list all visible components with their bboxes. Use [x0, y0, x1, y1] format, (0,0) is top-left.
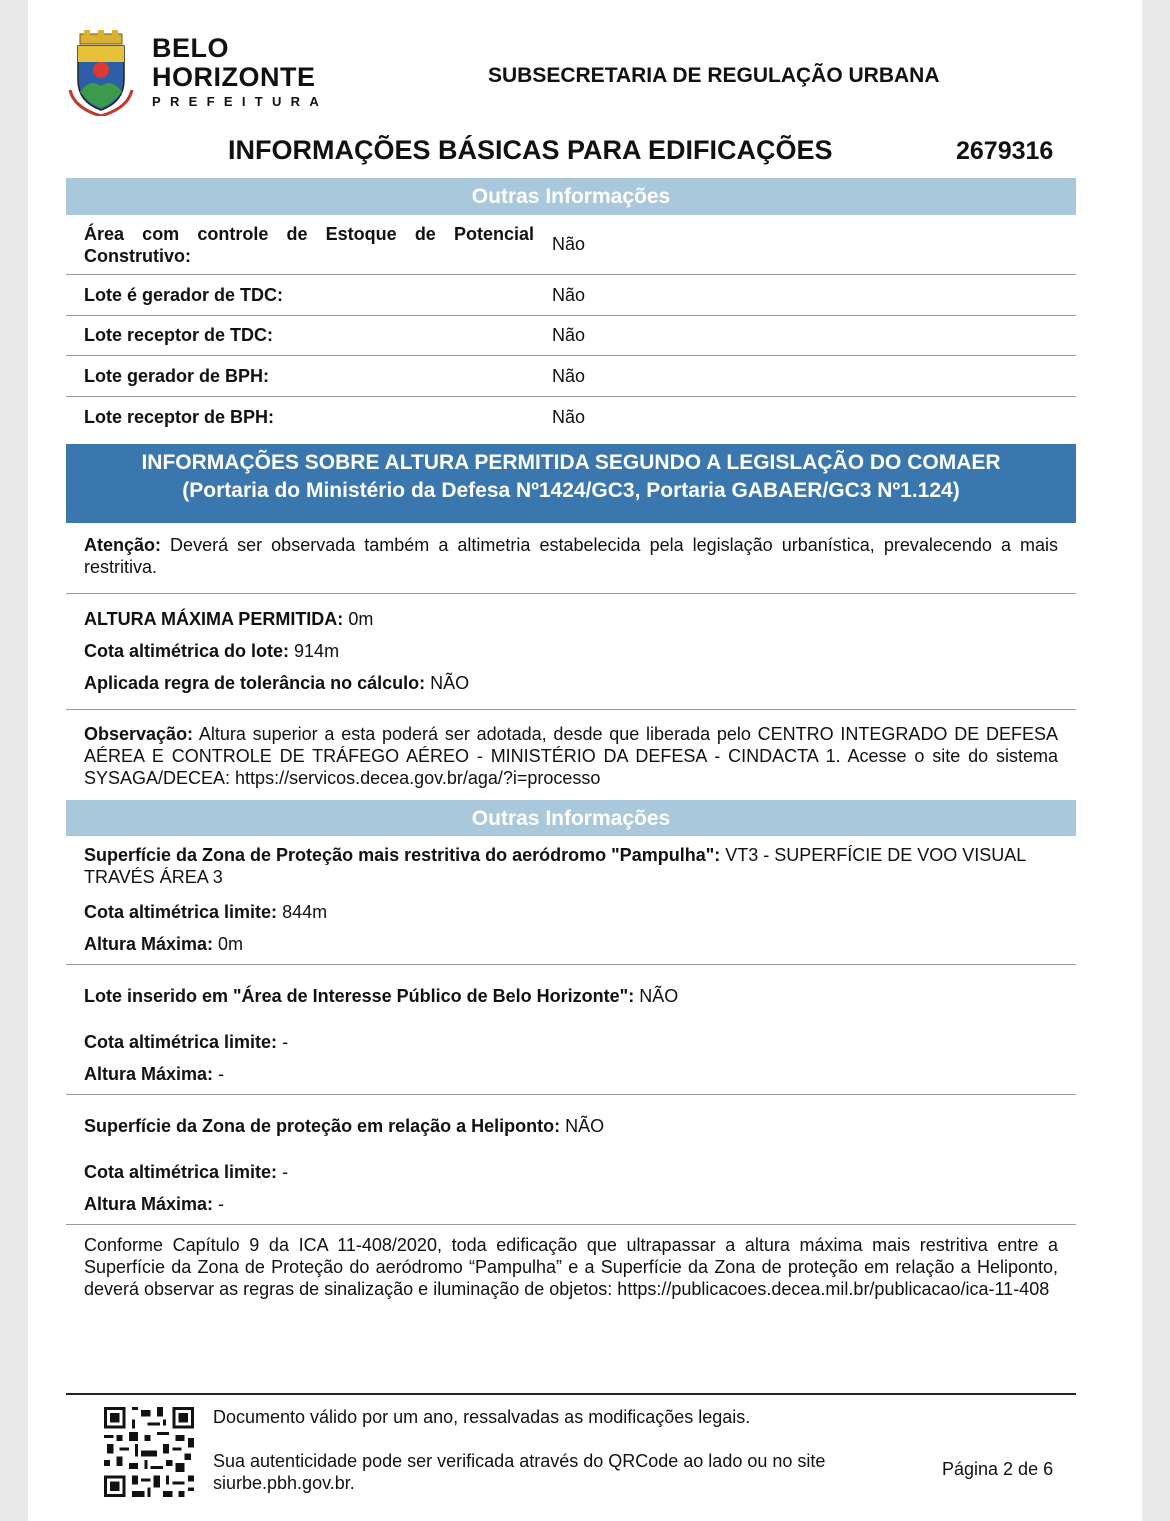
belo-horizonte-coat-of-arms-icon	[68, 30, 134, 116]
aerodrome-cota-label: Cota altimétrica limite:	[84, 902, 278, 922]
lot-elevation-label: Cota altimétrica do lote:	[84, 641, 290, 661]
info-value: Não	[552, 325, 586, 345]
heliport-cota-label: Cota altimétrica limite:	[84, 1162, 278, 1182]
observation-text: Altura superior a esta poderá ser adotada, desde que liberada pelo CENTRO INTEGRADO DE DEFESA AÉREA E CONTROLE DE TRÁFEGO AÉREO - MINISTÉRIO DA DEFESA - CINDACTA 1. Acesse o site do sistema SYSAGA/DECEA: https://servicos.decea.gov.br/aga/?i=processo	[84, 724, 1058, 788]
info-row	[66, 356, 1076, 397]
aerodrome-cota-value: 844m	[277, 902, 328, 922]
public-interest-area	[66, 965, 1076, 1095]
section-header: Outras Informações	[66, 800, 1076, 836]
info-label: Lote gerador de BPH:	[84, 365, 270, 386]
height-details	[66, 594, 1076, 710]
qr-code-icon	[104, 1407, 194, 1497]
aerodrome-line	[84, 844, 1058, 888]
max-height-line	[84, 603, 1058, 635]
max-height-value: 0m	[343, 609, 374, 629]
lot-elevation-value: 914m	[289, 641, 340, 661]
authenticity-line-2: siurbe.pbh.gov.br.	[213, 1473, 355, 1493]
heliport-alt-value: -	[213, 1194, 225, 1214]
aip-alt-value: -	[213, 1064, 225, 1084]
info-value: Não	[552, 407, 586, 427]
aerodrome-alt-line	[84, 933, 1058, 955]
tolerance-line	[84, 667, 1058, 699]
info-label: Área com controle de Estoque de Potencial Construtivo:	[84, 223, 534, 266]
info-value: Não	[552, 365, 586, 386]
page-number: Página 2 de 6	[942, 1459, 1054, 1479]
department-name: SUBSECRETARIA DE REGULAÇÃO URBANA	[488, 64, 940, 87]
attention-label: Atenção:	[84, 535, 162, 555]
heliport-value: NÃO	[560, 1116, 605, 1136]
aip-cota-value: -	[277, 1032, 289, 1052]
authenticity-line-1: Sua autenticidade pode ser verificada através do QRCode ao lado ou no site	[213, 1451, 826, 1471]
section-other-info-2	[66, 800, 1076, 1300]
heliport-alt-line	[84, 1193, 1058, 1215]
lot-elevation-line	[84, 635, 1058, 667]
attention-note	[66, 523, 1076, 594]
info-value: Não	[552, 234, 586, 254]
aerodrome-alt-label: Altura Máxima:	[84, 934, 214, 954]
comaer-title-line-1: INFORMAÇÕES SOBRE ALTURA PERMITIDA SEGUNDO A LEGISLAÇÃO DO COMAER	[141, 451, 1001, 474]
heliport-label: Superfície da Zona de proteção em relação a Heliponto:	[84, 1116, 561, 1136]
tolerance-label: Aplicada regra de tolerância no cálculo:	[84, 673, 426, 693]
info-label: Lote receptor de BPH:	[84, 407, 275, 427]
observation-label: Observação:	[84, 724, 194, 744]
brand-wordmark	[152, 34, 328, 109]
aip-line	[84, 985, 1058, 1007]
info-row	[66, 397, 1076, 438]
heliport-zone	[66, 1095, 1076, 1225]
info-row	[66, 215, 1076, 275]
aerodrome-cota-line	[84, 901, 1058, 923]
heliport-line	[84, 1115, 1058, 1137]
tolerance-value: NÃO	[425, 673, 470, 693]
authenticity-note	[213, 1450, 825, 1494]
section-header: Outras Informações	[66, 178, 1076, 215]
section-other-info-1	[66, 178, 1076, 438]
aerodrome-label: Superfície da Zona de Proteção mais restritiva do aeródromo "Pampulha":	[84, 845, 721, 865]
aip-label: Lote inserido em "Área de Interesse Público de Belo Horizonte":	[84, 986, 635, 1006]
aerodrome-zone	[66, 836, 1076, 965]
comaer-title-line-2: (Portaria do Ministério da Defesa Nº1424/GC3, Portaria GABAER/GC3 Nº1.124)	[182, 479, 960, 502]
document-page	[28, 0, 1142, 1521]
document-number: 2679316	[956, 137, 1054, 165]
comaer-header	[66, 444, 1076, 523]
aip-value: NÃO	[634, 986, 679, 1006]
info-value: Não	[552, 284, 586, 305]
heliport-alt-label: Altura Máxima:	[84, 1194, 214, 1214]
heliport-cota-line	[84, 1161, 1058, 1183]
aip-alt-label: Altura Máxima:	[84, 1064, 214, 1084]
info-row	[66, 316, 1076, 356]
max-height-label: ALTURA MÁXIMA PERMITIDA:	[84, 609, 344, 629]
aip-cota-line	[84, 1031, 1058, 1053]
ica-note: Conforme Capítulo 9 da ICA 11-408/2020, toda edificação que ultrapassar a altura máxima mais restritiva entre a Superfície da Zona de Proteção do aeródromo “Pampulha” e a Superfície da Zona de proteção em relação a Heliponto, deverá observar as regras de sinalização e iluminação de objetos: https://publicacoes.decea.mil.br/publicacao/ica-11-408	[84, 1235, 1058, 1299]
aip-cota-label: Cota altimétrica limite:	[84, 1032, 278, 1052]
comaer-section	[66, 444, 1076, 808]
document-title: INFORMAÇÕES BÁSICAS PARA EDIFICAÇÕES	[228, 135, 833, 165]
footer-divider	[66, 1393, 1076, 1395]
attention-text: Deverá ser observada também a altimetria estabelecida pela legislação urbanística, prevalecendo a mais restritiva.	[84, 535, 1058, 577]
info-row	[66, 275, 1076, 316]
aerodrome-value: VT3 - SUPERFÍCIE DE VOO VISUAL TRAVÉS ÁREA 3	[84, 845, 1026, 887]
aip-alt-line	[84, 1063, 1058, 1085]
heliport-cota-value: -	[277, 1162, 289, 1182]
aerodrome-alt-value: 0m	[213, 934, 244, 954]
brand-line-1: BELO	[152, 33, 230, 63]
observation-note	[66, 710, 1076, 808]
info-label: Lote receptor de TDC:	[84, 325, 274, 345]
brand-line-2: HORIZONTE	[152, 62, 316, 92]
brand-line-3: PREFEITURA	[152, 94, 329, 109]
info-label: Lote é gerador de TDC:	[84, 284, 284, 305]
validity-note: Documento válido por um ano, ressalvadas as modificações legais.	[213, 1407, 751, 1427]
